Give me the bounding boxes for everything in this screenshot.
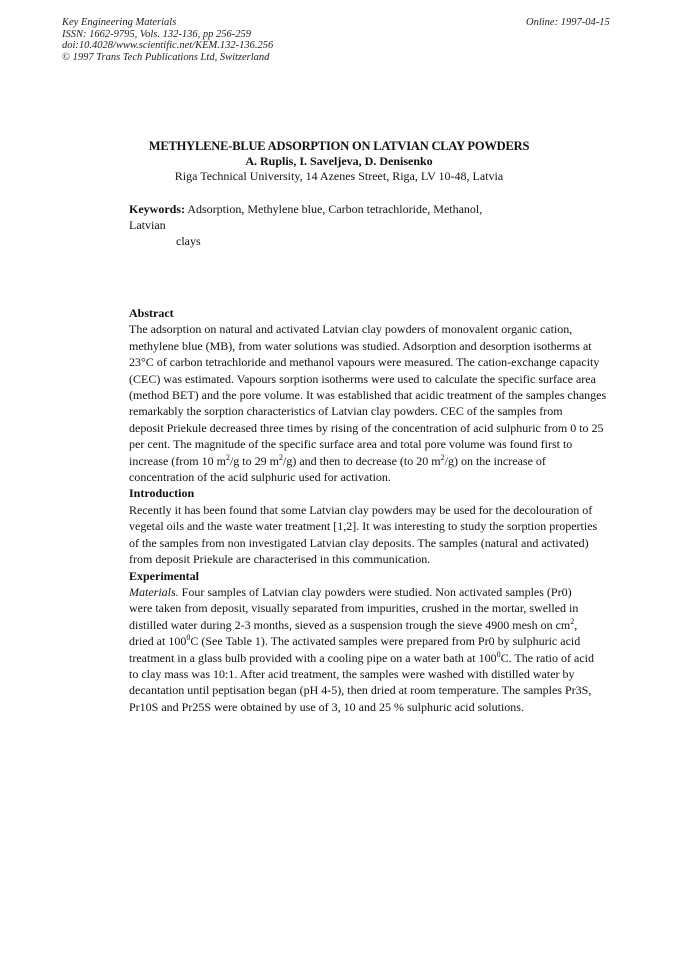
introduction-line: from deposit Priekule are characterised in this communication. [129, 552, 431, 567]
superscript: 2 [225, 452, 230, 462]
text-fragment: increase (from 10 m [129, 453, 226, 468]
affiliation: Riga Technical University, 14 Azenes Street, Riga, LV 10-48, Latvia [174, 169, 504, 183]
text-fragment: treatment in a glass bulb provided with a cooling pipe on a water bath at 100 [129, 650, 497, 665]
experimental-line: decantation until peptisation began (pH 4-5), then dried at room temperature. The samples Pr3S, [129, 683, 592, 698]
keywords-label: Keywords: [129, 202, 185, 216]
abstract-line-units [129, 453, 561, 469]
introduction-line: of the samples from non investigated Latvian clay deposits. The samples (natural and activated) [129, 535, 589, 550]
introduction-line: Recently it has been found that some Latvian clay powders may be used for the decolouration of [129, 502, 593, 517]
experimental-line [129, 616, 578, 633]
abstract-line: remarkably the sorption characteristics of Latvian clay powders. CEC of the samples from [129, 404, 563, 419]
abstract-line: 23°C of carbon tetrachloride and methanol vapours were measured. The cation-exchange capacity [129, 355, 600, 370]
experimental-heading: Experimental [129, 568, 199, 583]
keywords-block [129, 201, 509, 249]
issn-line: ISSN: 1662-9795, Vols. 132-136, pp 256-259 [62, 28, 251, 40]
paper-authors: A. Ruplis, I. Saveljeva, D. Denisenko [245, 154, 433, 168]
keywords-line-1: Adsorption, Methylene blue, Carbon tetrachloride, Methanol, Latvian [129, 202, 483, 232]
text-fragment: C. The ratio of acid [500, 650, 594, 665]
superscript: 2 [278, 452, 283, 462]
experimental-line: were taken from deposit, visually separated from impurities, crushed in the mortar, swelled in [129, 601, 579, 616]
introduction-line: vegetal oils and the waste water treatment [1,2]. It was interesting to study the sorption properties [129, 519, 598, 534]
paper-title: METHYLENE-BLUE ADSORPTION ON LATVIAN CLAY POWDERS [148, 139, 530, 153]
text-fragment: distilled water during 2-3 months, sieved as a suspension trough the sieve 4900 mesh on cm [129, 617, 571, 632]
superscript: 0 [496, 649, 501, 659]
materials-label: Materials. [129, 584, 179, 599]
experimental-line [129, 633, 581, 649]
abstract-line: methylene blue (MB), from water solutions was studied. Adsorption and desorption isotherms at [129, 338, 592, 353]
journal-name: Key Engineering Materials [62, 17, 177, 28]
abstract-line: concentration of the acid sulphuric used for activation. [129, 470, 391, 485]
abstract-line: deposit Priekule decreased three times by rising of the concentration of acid sulphuric from 0 to 25 [129, 420, 604, 435]
abstract-line: (CEC) was estimated. Vapours sorption isotherms were used to calculate the specific surface area [129, 371, 596, 386]
introduction-heading: Introduction [129, 486, 195, 501]
text-fragment: /g) and then to decrease (to 20 m [282, 453, 441, 468]
superscript: 2 [570, 616, 575, 626]
online-date: Online: 1997-04-15 [526, 17, 610, 28]
abstract-line: (method BET) and the pore volume. It was established that acidic treatment of the samples changes [129, 388, 607, 403]
copyright-line: © 1997 Trans Tech Publications Ltd, Switzerland [62, 51, 270, 63]
keywords-line-2: clays [176, 234, 201, 248]
superscript: 2 [440, 452, 445, 462]
text-fragment: , [574, 617, 578, 632]
text-fragment: dried at 100 [129, 634, 187, 649]
abstract-heading: Abstract [129, 306, 174, 320]
journal-header [62, 17, 273, 63]
text-fragment: /g to 29 m [229, 453, 279, 468]
text-fragment: C (See Table 1). The activated samples were prepared from Pr0 by sulphuric acid [190, 634, 581, 649]
abstract-section [129, 305, 607, 715]
abstract-line: per cent. The magnitude of the specific surface area and total pore volume was found first to [129, 437, 573, 452]
doi-line: doi:10.4028/www.scientific.net/KEM.132-136.256 [62, 40, 274, 51]
text-fragment: Four samples of Latvian clay powders were studied. Non activated samples (Pr0) [178, 584, 572, 599]
abstract-line: The adsorption on natural and activated Latvian clay powders of monovalent organic cation, [129, 322, 573, 337]
superscript: 0 [186, 633, 191, 643]
experimental-line: to clay mass was 10:1. After acid treatment, the samples were washed with distilled water by [129, 666, 575, 681]
text-fragment: /g) on the increase of [444, 453, 546, 468]
experimental-line [129, 649, 594, 666]
experimental-line [129, 584, 572, 600]
experimental-line: Pr10S and Pr25S were obtained by use of 3, 10 and 25 % sulphuric acid solutions. [129, 699, 524, 714]
